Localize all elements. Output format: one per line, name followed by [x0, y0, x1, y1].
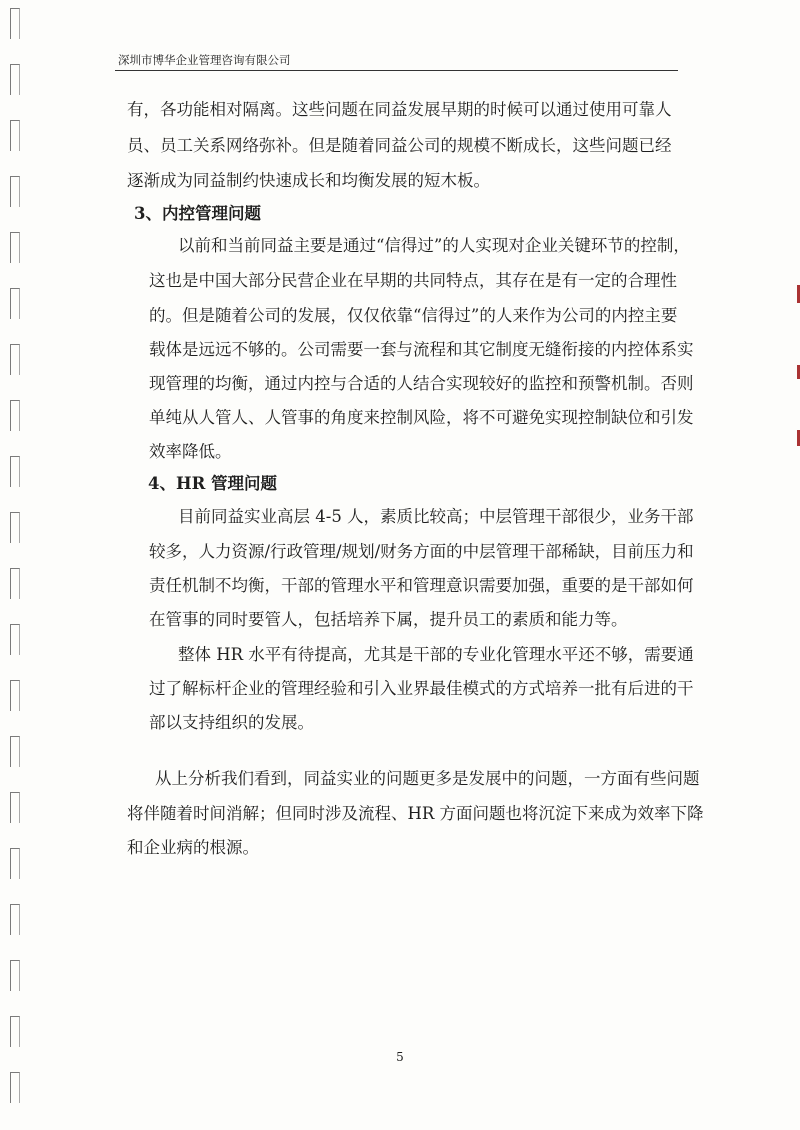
- section-heading-hr: 4、HR 管理问题: [148, 474, 278, 493]
- paragraph-line: 较多，人力资源/行政管理/规划/财务方面的中层管理干部稀缺，目前压力和: [149, 542, 694, 561]
- binding-hole-mark: [10, 904, 20, 935]
- paragraph-line: 现管理的均衡，通过内控与合适的人结合实现较好的监控和预警机制。否则: [149, 374, 694, 393]
- binding-hole-mark: [10, 960, 20, 991]
- paragraph-line: 过了解标杆企业的管理经验和引入业界最佳模式的方式培养一批有后进的干: [149, 679, 694, 698]
- paragraph-line: 逐渐成为同益制约快速成长和均衡发展的短木板。: [127, 171, 490, 190]
- paragraph-line: 在管事的同时要管人，包括培养下属，提升员工的素质和能力等。: [149, 610, 628, 629]
- binding-hole-mark: [10, 64, 20, 95]
- paragraph-line: 从上分析我们看到，同益实业的问题更多是发展中的问题，一方面有些问题: [155, 769, 700, 788]
- paragraph-line: 效率降低。: [149, 442, 232, 461]
- binding-hole-mark: [10, 1016, 20, 1047]
- paragraph-line: 责任机制不均衡，干部的管理水平和管理意识需要加强，重要的是干部如何: [149, 576, 694, 595]
- paragraph-line: 载体是远远不够的。公司需要一套与流程和其它制度无缝衔接的内控体系实: [149, 340, 694, 359]
- paragraph-line: 部以支持组织的发展。: [149, 713, 314, 732]
- paragraph-line: 整体 HR 水平有待提高，尤其是干部的专业化管理水平还不够，需要通: [178, 645, 694, 664]
- section-heading-internal-control: 3、内控管理问题: [134, 204, 261, 223]
- binding-hole-mark: [10, 8, 20, 39]
- page-header-company: 深圳市博华企业管理咨询有限公司: [118, 53, 291, 67]
- binding-hole-mark: [10, 1072, 20, 1103]
- header-rule: [115, 70, 678, 71]
- paragraph-line: 目前同益实业高层 4-5 人，素质比较高；中层管理干部很少，业务干部: [178, 507, 694, 526]
- paragraph-line: 这也是中国大部分民营企业在早期的共同特点，其存在是有一定的合理性: [149, 271, 677, 290]
- paragraph-line: 单纯从人管人、人管事的角度来控制风险，将不可避免实现控制缺位和引发: [149, 408, 694, 427]
- paragraph-line: 有，各功能相对隔离。这些问题在同益发展早期的时候可以通过使用可靠人: [127, 100, 672, 119]
- paragraph-line: 的。但是随着公司的发展，仅仅依靠“信得过”的人来作为公司的内控主要: [149, 306, 678, 325]
- paragraph-line: 员、员工关系网络弥补。但是随着同益公司的规模不断成长，这些问题已经: [127, 136, 672, 155]
- page-number: 5: [396, 1050, 404, 1064]
- paragraph-line: 和企业病的根源。: [127, 838, 259, 857]
- paragraph-line: 将伴随着时间消解；但同时涉及流程、HR 方面问题也将沉淀下来成为效率下降: [127, 804, 704, 823]
- paragraph-line: 以前和当前同益主要是通过“信得过”的人实现对企业关键环节的控制，: [178, 236, 690, 255]
